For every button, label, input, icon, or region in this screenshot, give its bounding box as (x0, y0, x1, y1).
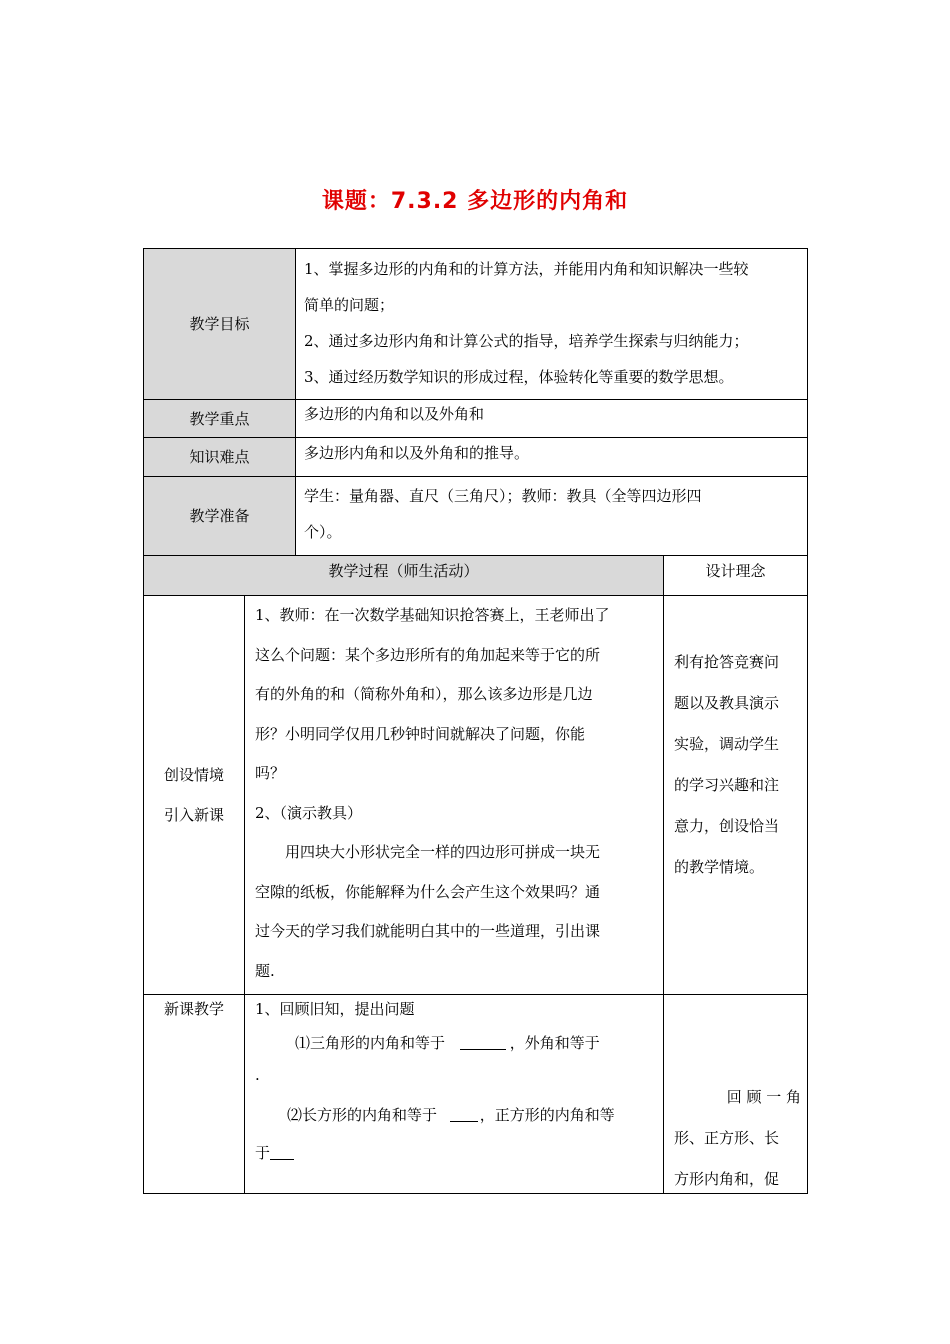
q1-text-b: ，外角和等于 (509, 1034, 600, 1052)
preparation-content (295, 476, 808, 556)
intro-design-cell (663, 595, 808, 995)
preparation-label-cell (143, 476, 296, 556)
intro-design-line: 实验，调动学生 (674, 735, 780, 753)
goals-label-cell (143, 248, 296, 400)
intro-design-line: 题以及教具演示 (674, 694, 780, 712)
intro-line: 有的外角的和（简称外角和），那么该多边形是几边 (255, 685, 593, 703)
key-points-label: 教学重点 (189, 409, 250, 428)
intro-label-line: 创设情境 (163, 766, 224, 784)
intro-design-line: 利有抢答竞赛问 (674, 653, 780, 671)
process-header-label: 教学过程（师生活动） (328, 562, 479, 580)
page-title: 课题：7.3.2 多边形的内角和 (321, 189, 629, 214)
q1-end: . (255, 1066, 260, 1084)
intro-design-line: 的教学情境。 (674, 858, 765, 876)
intro-line: 题. (255, 961, 275, 980)
new-lesson-design-line: 回 顾 一 角 (726, 1088, 801, 1106)
q1-blank (460, 1034, 506, 1050)
key-points-label-cell (143, 399, 296, 438)
intro-line: 形？小明同学仅用几秒钟时间就解决了问题，你能 (255, 724, 586, 743)
intro-line: 2、（演示教具） (255, 803, 363, 822)
intro-label-line: 引入新课 (163, 806, 224, 824)
key-points-text: 多边形的内角和以及外角和 (304, 405, 485, 423)
intro-line: 用四块大小形状完全一样的四边形可拼成一块无 (285, 843, 601, 861)
intro-line: 这么个问题：某个多边形所有的角加起来等于它的所 (255, 645, 601, 664)
preparation-label: 教学准备 (189, 507, 250, 525)
intro-line: 1、教师：在一次数学基础知识抢答赛上，王老师出了 (255, 606, 610, 624)
goal-line: 简单的问题； (304, 296, 395, 314)
goal-line: 3、通过经历数学知识的形成过程，体验转化等重要的数学思想。 (304, 368, 734, 386)
new-lesson-design-cell (663, 994, 808, 1194)
preparation-line: 个）。 (304, 523, 342, 541)
design-header-label: 设计理念 (705, 562, 766, 580)
difficulties-text: 多边形内角和以及外角和的推导。 (304, 444, 530, 462)
preparation-line: 学生：量角器、直尺（三角尺）；教师：教具（全等四边形四 (304, 487, 702, 505)
new-lesson-content (244, 994, 664, 1194)
intro-design-line: 意力，创设恰当 (674, 817, 780, 835)
process-header-left (143, 555, 664, 596)
goals-label: 教学目标 (189, 315, 250, 333)
q2-text-b: ，正方形的内角和等 (479, 1106, 615, 1124)
intro-design-line: 的学习兴趣和注 (674, 776, 780, 794)
intro-line: 空隙的纸板，你能解释为什么会产生这个效果吗？通 (255, 882, 601, 901)
new-lesson-design-line: 形、正方形、长 (674, 1129, 780, 1147)
goal-line: 2、通过多边形内角和计算公式的指导，培养学生探索与归纳能力； (304, 332, 749, 350)
new-lesson-design-line: 方形内角和，促 (674, 1170, 780, 1188)
q1-text: ⑴三角形的内角和等于 (295, 1034, 446, 1052)
goals-content (295, 248, 808, 400)
process-header-right (663, 555, 808, 596)
key-points-content (295, 399, 808, 438)
intro-line: 吗？ (255, 764, 286, 782)
question-1 (255, 1029, 655, 1057)
question-2 (255, 1101, 655, 1129)
new-lesson-line: 1、回顾旧知，提出问题 (255, 1000, 415, 1018)
new-lesson-label: 新课教学 (163, 1000, 224, 1018)
q2-text: ⑵长方形的内角和等于 (287, 1106, 438, 1124)
q2-text-c: 于 (255, 1144, 271, 1162)
new-lesson-label-cell (143, 994, 245, 1194)
intro-content (244, 595, 664, 995)
difficulties-label-cell (143, 437, 296, 477)
difficulties-content (295, 437, 808, 477)
question-2-cont (255, 1139, 655, 1167)
intro-line: 过今天的学习我们就能明白其中的一些道理，引出课 (255, 922, 601, 940)
goal-line: 1、掌握多边形的内角和的计算方法，并能用内角和知识解决一些较 (304, 260, 749, 278)
q2-blank (450, 1106, 478, 1122)
intro-label-cell (143, 595, 245, 995)
difficulties-label: 知识难点 (189, 448, 250, 466)
q2-blank-2 (270, 1144, 294, 1160)
